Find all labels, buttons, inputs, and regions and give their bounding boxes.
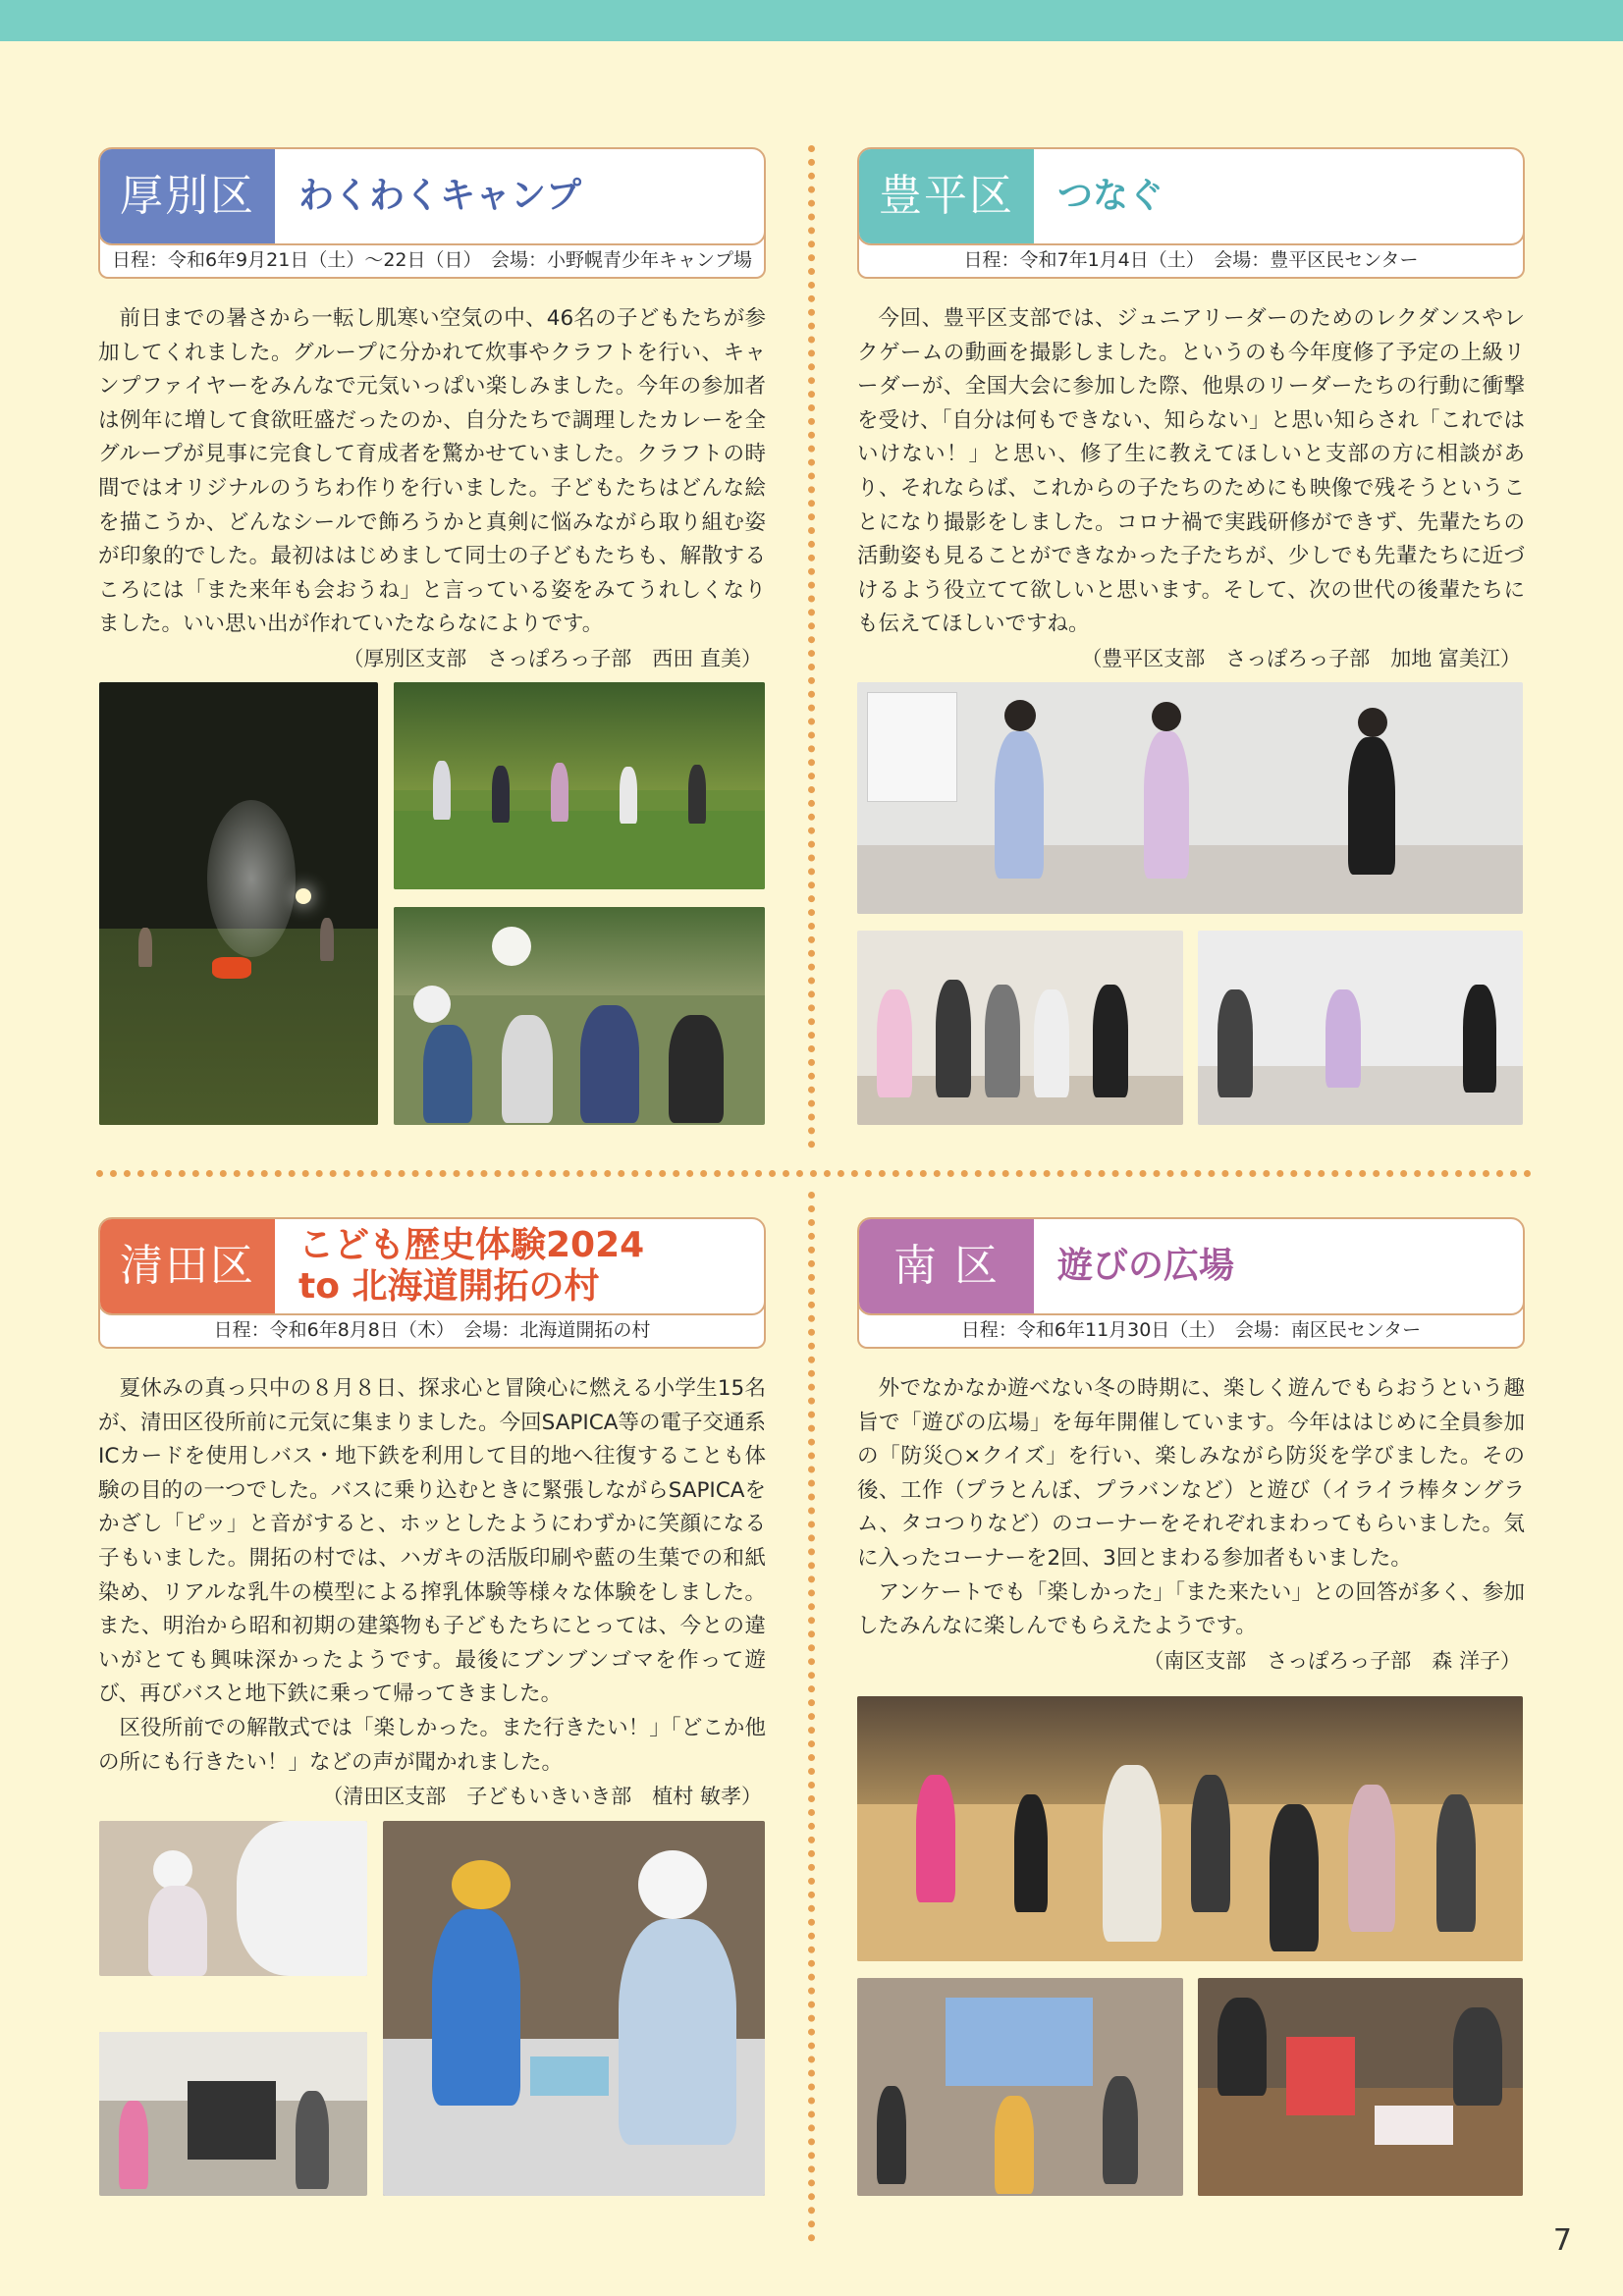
body-text <box>98 302 766 675</box>
body-text <box>98 1372 766 1813</box>
schedule: 日程：令和6年11月30日（土） 会場：南区民センター <box>857 1302 1525 1349</box>
event-title-line1: つなぐ <box>1057 176 1164 216</box>
section-title-box <box>857 147 1525 245</box>
event-title <box>1057 1219 1509 1313</box>
horizontal-divider <box>96 1170 1532 1177</box>
section-kiyota <box>98 1217 766 1813</box>
photo-dyeing <box>383 1821 765 2196</box>
photo-craft-corner <box>857 1978 1183 2196</box>
event-title-line2: to 北海道開拓の村 <box>298 1266 600 1307</box>
paragraph: 外でなかなか遊べない冬の時期に、楽しく遊んでもらおうという趣旨で「遊びの広場」を毎年開催しています。今年ははじめに全員参加の「防災○×クイズ」を行い、楽しみながら防災を学びました。その後、工作（プラとんぼ、プラバンなど）と遊び（イライラ棒タングラム、タコつりなど）のコーナーをそれぞれまわってもらいました。気に入ったコーナーを2回、3回とまわる参加者もいました。 <box>857 1376 1525 1571</box>
photo-campfire <box>99 682 378 1125</box>
body-text <box>857 302 1525 675</box>
paragraph: 区役所前での解散式では「楽しかった。また行きたい！」「どこか他の所にも行きたい！」などの声が聞かれました。 <box>98 1715 766 1775</box>
ward-label: 南 区 <box>859 1219 1034 1313</box>
photo-printing <box>99 2032 367 2196</box>
ward-label: 厚別区 <box>100 149 275 243</box>
section-minami <box>857 1217 1525 1678</box>
schedule: 日程：令和7年1月4日（土） 会場：豊平区民センター <box>857 232 1525 279</box>
photo-gym-quiz <box>857 1696 1523 1961</box>
ward-label: 豊平区 <box>859 149 1034 243</box>
ward-label: 清田区 <box>100 1219 275 1313</box>
photo-dance-small-2 <box>1198 931 1523 1125</box>
event-title-line1: こども歴史体験2024 <box>298 1225 645 1265</box>
signature: （厚別区支部 さっぽろっ子部 西田 直美） <box>343 646 762 670</box>
schedule: 日程：令和6年9月21日（土）～22日（日） 会場：小野幌青少年キャンプ場 <box>98 232 766 279</box>
event-title <box>298 1219 750 1313</box>
photo-milking <box>99 1821 367 1976</box>
paragraph: 夏休みの真っ只中の８月８日、探求心と冒険心に燃える小学生15名が、清田区役所前に元気に集まりました。今回SAPICA等の電子交通系ICカードを使用しバス・地下鉄を利用して目的地へ往復することも体験の目的の一つでした。バスに乗り込むときに緊張しながらSAPICAをかざし「ピッ」と音がすると、ホッとしたようにわずかに笑顔になる子もいました。開拓の村では、ハガキの活版印刷や藍の生葉での和紙染め、リアルな乳牛の模型による搾乳体験等様々な体験をしました。また、明治から昭和初期の建築物も子どもたちにとっては、今との違いがとても興味深かったようです。最後にブンブンゴマを作って遊び、再びバスと地下鉄に乗って帰ってきました。 <box>98 1376 766 1707</box>
vertical-divider-bottom <box>808 1192 823 2242</box>
photo-dance-large <box>857 682 1523 914</box>
event-title-line1: わくわくキャンプ <box>298 176 582 216</box>
photo-fan-craft <box>394 907 765 1125</box>
top-band <box>0 0 1623 41</box>
section-atsubetsu <box>98 147 766 675</box>
vertical-divider-top <box>808 145 823 1148</box>
paragraph: アンケートでも「楽しかった」「また来たい」との回答が多く、参加したみんなに楽しんでもらえたようです。 <box>857 1579 1525 1639</box>
paragraph: 今回、豊平区支部では、ジュニアリーダーのためのレクダンスやレクゲームの動画を撮影しました。というのも今年度修了予定の上級リーダーが、全国大会に参加した際、他県のリーダーたちの行動に衝撃を受け、「自分は何もできない、知らない」と思い知らされ「これではいけない！」と思い、修了生に教えてほしいと支部の方に相談があり、それならば、これからの子たちのためにも映像で残そうということになり撮影をしました。コロナ禍で実践研修ができず、先輩たちの活動姿も見ることができなかった子たちが、少しでも先輩たちに近づけるよう役立てて欲しいと思います。そして、次の世代の後輩たちにも伝えてほしいですね。 <box>857 306 1525 637</box>
photo-dance-small-1 <box>857 931 1183 1125</box>
section-title-box <box>98 147 766 245</box>
event-title-line1: 遊びの広場 <box>1057 1246 1235 1286</box>
signature: （南区支部 さっぽろっ子部 森 洋子） <box>1143 1648 1521 1673</box>
photo-camp-group <box>394 682 765 889</box>
section-title-box <box>857 1217 1525 1315</box>
signature: （豊平区支部 さっぽろっ子部 加地 富美江） <box>1081 646 1521 670</box>
section-toyohira <box>857 147 1525 675</box>
section-title-box <box>98 1217 766 1315</box>
event-title <box>298 149 750 243</box>
page-number: 7 <box>1552 2223 1572 2258</box>
paragraph: 前日までの暑さから一転し肌寒い空気の中、46名の子どもたちが参加してくれました。グループに分かれて炊事やクラフトを行い、キャンプファイヤーをみんなで元気いっぱい楽しみました。今年の参加者は例年に増して食欲旺盛だったのか、自分たちで調理したカレーを全グループが見事に完食して育成者を驚かせていました。クラフトの時間ではオリジナルのうちわ作りを行いました。子どもたちはどんな絵を描こうか、どんなシールで飾ろうかと真剣に悩みながら取り組む姿が印象的でした。最初ははじめまして同士の子どもたちも、解散するころには「また来年も会おうね」と言っている姿をみてうれしくなりました。いい思い出が作れていたならなによりです。 <box>98 306 766 637</box>
signature: （清田区支部 子どもいきいき部 植村 敏孝） <box>322 1785 762 1809</box>
body-text <box>857 1372 1525 1678</box>
event-title <box>1057 149 1509 243</box>
schedule: 日程：令和6年8月8日（木） 会場：北海道開拓の村 <box>98 1302 766 1349</box>
photo-game-table <box>1198 1978 1523 2196</box>
